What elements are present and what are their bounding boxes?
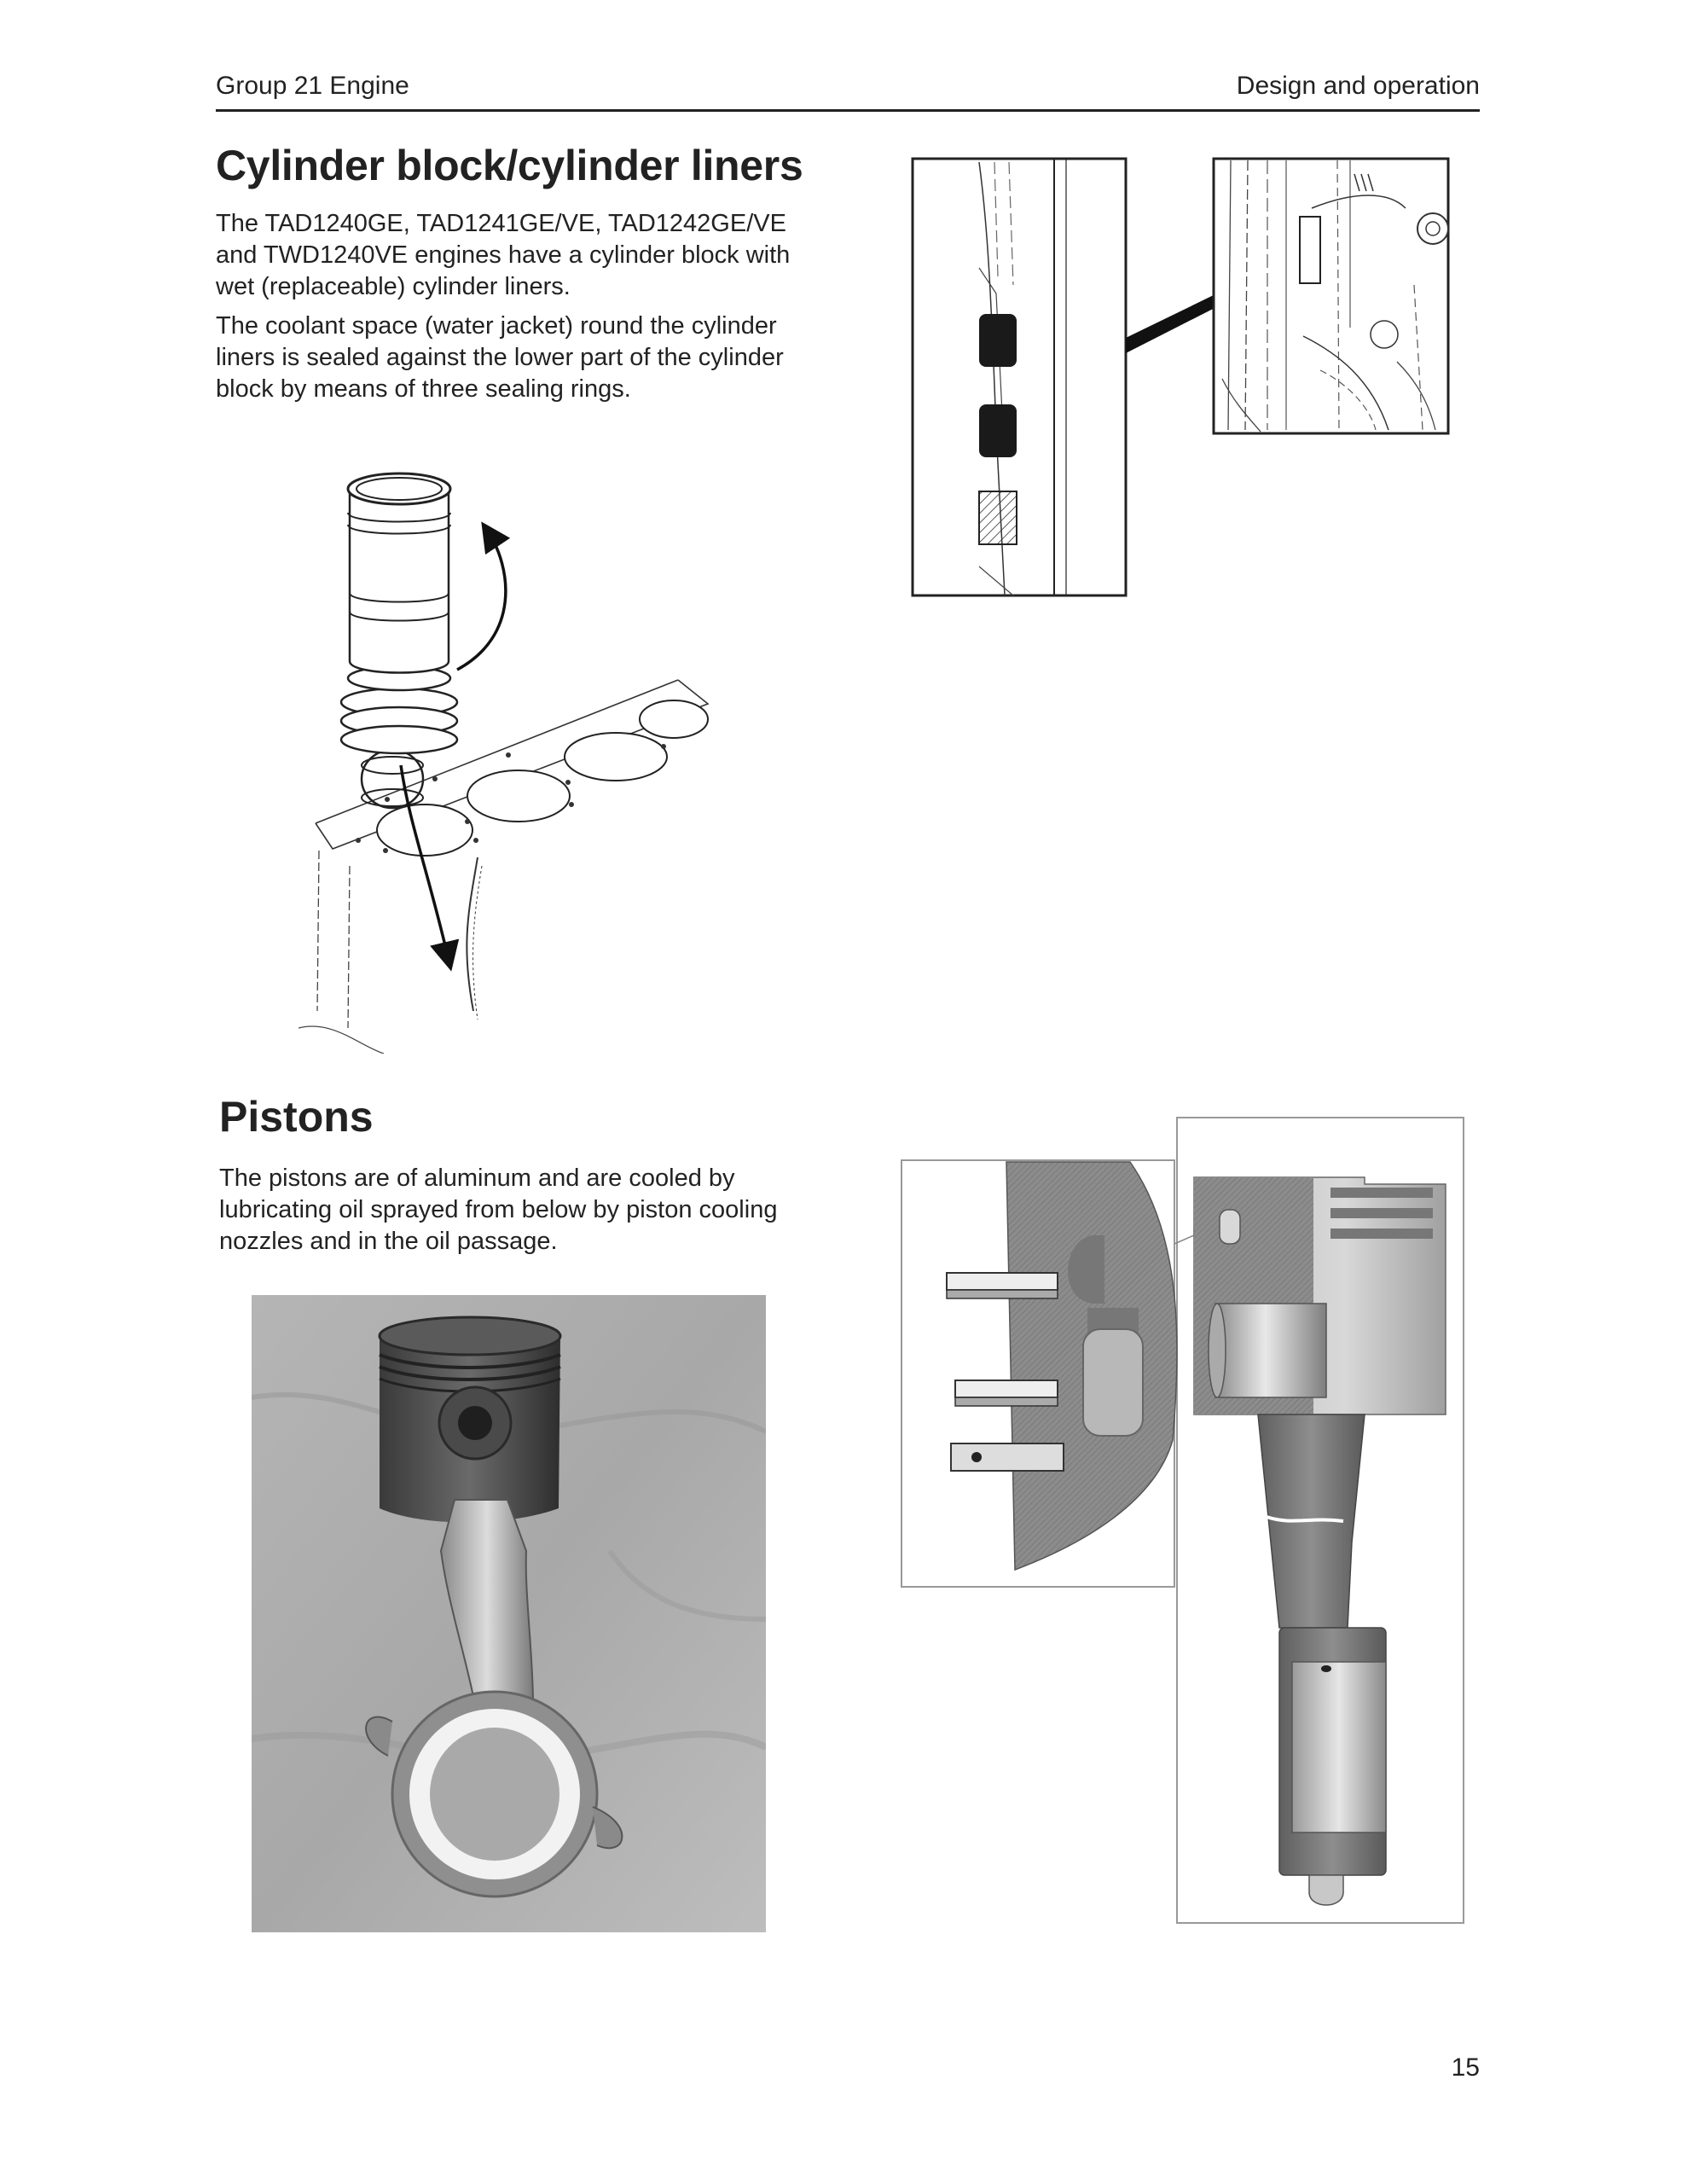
section-title-cylinder-block: Cylinder block/cylinder liners bbox=[216, 142, 803, 189]
header-rule bbox=[216, 109, 1480, 112]
piston-connecting-rod-photo bbox=[252, 1295, 766, 1932]
cylinder-liner-installation-figure bbox=[299, 465, 716, 1054]
header-group-label: Group 21 Engine bbox=[216, 72, 409, 100]
paragraph-cylinder-block-intro: The TAD1240GE, TAD1241GE/VE, TAD1242GE/VE and TWD1240VE engines have a cylinder block with wet (replaceable) cylinder liners. bbox=[216, 210, 791, 300]
paragraph-pistons: The pistons are of aluminum and are cooled by lubricating oil sprayed from below by piston cooling nozzles and in the oil passage. bbox=[219, 1165, 778, 1255]
section-title-pistons: Pistons bbox=[219, 1093, 374, 1141]
seal-ring-detail-figure bbox=[911, 157, 1457, 601]
paragraph-coolant-space: The coolant space (water jacket) round the cylinder liners is sealed against the lower part of the cylinder block by means of three sealing rings. bbox=[216, 312, 784, 403]
header-section-label: Design and operation bbox=[1236, 72, 1480, 100]
piston-cross-section-figure bbox=[900, 1116, 1468, 1926]
page-number: 15 bbox=[1451, 2053, 1480, 2082]
